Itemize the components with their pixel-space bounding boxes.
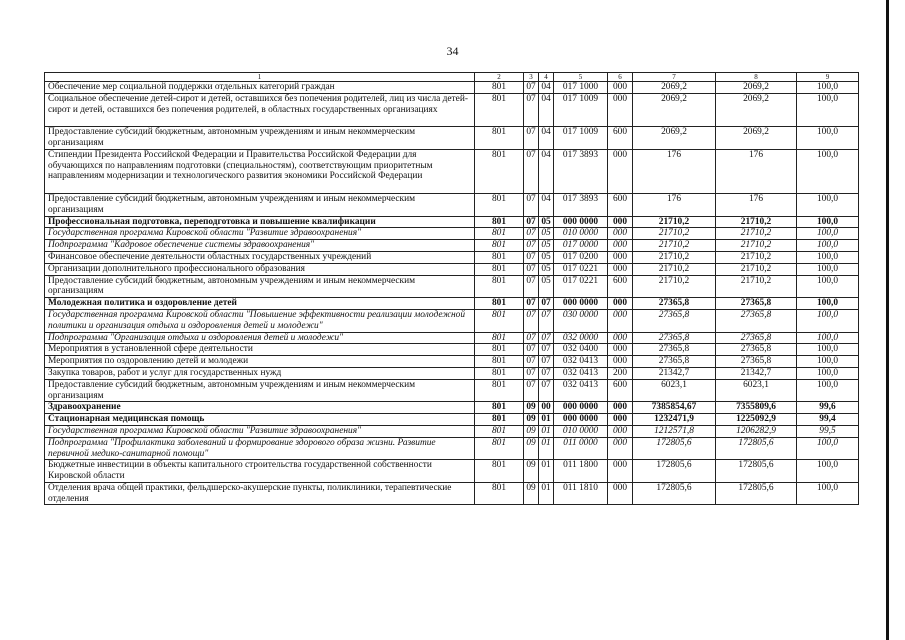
subsection-code: 07 [539, 298, 554, 310]
grbs-code: 801 [475, 228, 524, 240]
table-row [45, 298, 859, 310]
executed-amount: 21710,2 [716, 216, 797, 228]
expense-type-code: 000 [608, 216, 633, 228]
grbs-code: 801 [475, 240, 524, 252]
header-cell: 9 [797, 73, 859, 82]
table-row [45, 193, 859, 216]
section-code: 07 [524, 149, 539, 193]
executed-amount: 2069,2 [716, 93, 797, 126]
section-code: 07 [524, 93, 539, 126]
grbs-code: 801 [475, 344, 524, 356]
executed-amount: 176 [716, 149, 797, 193]
target-article-code: 000 0000 [554, 298, 608, 310]
execution-percent: 100,0 [797, 127, 859, 150]
expense-type-code: 000 [608, 332, 633, 344]
subsection-code: 05 [539, 228, 554, 240]
target-article-code: 000 0000 [554, 414, 608, 426]
planned-amount: 27365,8 [633, 356, 716, 368]
execution-percent: 100,0 [797, 216, 859, 228]
subsection-code: 01 [539, 460, 554, 483]
section-code: 07 [524, 82, 539, 94]
executed-amount: 176 [716, 193, 797, 216]
executed-amount: 2069,2 [716, 82, 797, 94]
planned-amount: 172805,6 [633, 437, 716, 460]
expense-type-code: 000 [608, 309, 633, 332]
row-name: Бюджетные инвестиции в объекты капитального строительства государственной собственности Кировской области [45, 460, 475, 483]
grbs-code: 801 [475, 263, 524, 275]
executed-amount: 172805,6 [716, 482, 797, 505]
planned-amount: 2069,2 [633, 127, 716, 150]
target-article-code: 017 3893 [554, 149, 608, 193]
expense-type-code: 000 [608, 298, 633, 310]
section-code: 09 [524, 425, 539, 437]
expense-type-code: 600 [608, 379, 633, 402]
execution-percent: 99,4 [797, 414, 859, 426]
grbs-code: 801 [475, 356, 524, 368]
subsection-code: 07 [539, 344, 554, 356]
execution-percent: 100,0 [797, 240, 859, 252]
table-row [45, 251, 859, 263]
row-name: Закупка товаров, работ и услуг для государственных нужд [45, 367, 475, 379]
row-name: Стационарная медицинская помощь [45, 414, 475, 426]
row-name: Мероприятия в установленной сфере деятельности [45, 344, 475, 356]
planned-amount: 21710,2 [633, 251, 716, 263]
section-code: 07 [524, 298, 539, 310]
row-name: Подпрограмма "Профилактика заболеваний и формирование здорового образа жизни. Развитие первичной медико-санитарной помощи" [45, 437, 475, 460]
table-row [45, 332, 859, 344]
execution-percent: 100,0 [797, 460, 859, 483]
expense-type-code: 000 [608, 414, 633, 426]
budget-table [44, 72, 859, 505]
grbs-code: 801 [475, 425, 524, 437]
table-row [45, 482, 859, 505]
target-article-code: 011 1810 [554, 482, 608, 505]
target-article-code: 010 0000 [554, 425, 608, 437]
target-article-code: 010 0000 [554, 228, 608, 240]
execution-percent: 100,0 [797, 437, 859, 460]
planned-amount: 21710,2 [633, 275, 716, 298]
executed-amount: 1206282,9 [716, 425, 797, 437]
expense-type-code: 000 [608, 425, 633, 437]
row-name: Государственная программа Кировской области "Развитие здравоохранения" [45, 425, 475, 437]
table-row [45, 414, 859, 426]
subsection-code: 07 [539, 309, 554, 332]
target-article-code: 011 0000 [554, 437, 608, 460]
subsection-code: 01 [539, 425, 554, 437]
planned-amount: 2069,2 [633, 93, 716, 126]
row-name: Подпрограмма "Кадровое обеспечение системы здравоохранения" [45, 240, 475, 252]
planned-amount: 1212571,8 [633, 425, 716, 437]
target-article-code: 017 0200 [554, 251, 608, 263]
target-article-code: 000 0000 [554, 216, 608, 228]
execution-percent: 100,0 [797, 367, 859, 379]
planned-amount: 27365,8 [633, 309, 716, 332]
section-code: 07 [524, 251, 539, 263]
expense-type-code: 600 [608, 127, 633, 150]
grbs-code: 801 [475, 379, 524, 402]
expense-type-code: 000 [608, 437, 633, 460]
table-row [45, 460, 859, 483]
planned-amount: 176 [633, 193, 716, 216]
grbs-code: 801 [475, 367, 524, 379]
planned-amount: 6023,1 [633, 379, 716, 402]
executed-amount: 7355809,6 [716, 402, 797, 414]
header-cell: 4 [539, 73, 554, 82]
executed-amount: 21710,2 [716, 275, 797, 298]
row-name: Предоставление субсидий бюджетным, автономным учреждениям и иным некоммерческим организациям [45, 193, 475, 216]
section-code: 07 [524, 275, 539, 298]
execution-percent: 100,0 [797, 82, 859, 94]
execution-percent: 100,0 [797, 379, 859, 402]
grbs-code: 801 [475, 193, 524, 216]
expense-type-code: 000 [608, 344, 633, 356]
grbs-code: 801 [475, 332, 524, 344]
section-code: 07 [524, 379, 539, 402]
expense-type-code: 000 [608, 93, 633, 126]
execution-percent: 100,0 [797, 93, 859, 126]
planned-amount: 21710,2 [633, 263, 716, 275]
expense-type-code: 000 [608, 263, 633, 275]
table-row [45, 379, 859, 402]
grbs-code: 801 [475, 275, 524, 298]
section-code: 07 [524, 216, 539, 228]
row-name: Предоставление субсидий бюджетным, автономным учреждениям и иным некоммерческим организациям [45, 275, 475, 298]
subsection-code: 07 [539, 332, 554, 344]
executed-amount: 21710,2 [716, 240, 797, 252]
table-row [45, 309, 859, 332]
table-row [45, 93, 859, 126]
section-code: 07 [524, 240, 539, 252]
target-article-code: 032 0413 [554, 367, 608, 379]
section-code: 09 [524, 402, 539, 414]
expense-type-code: 000 [608, 251, 633, 263]
header-cell: 8 [716, 73, 797, 82]
section-code: 09 [524, 414, 539, 426]
planned-amount: 21342,7 [633, 367, 716, 379]
subsection-code: 07 [539, 367, 554, 379]
target-article-code: 011 1800 [554, 460, 608, 483]
section-code: 07 [524, 344, 539, 356]
expense-type-code: 000 [608, 356, 633, 368]
page-edge-rule [886, 0, 889, 640]
header-cell: 5 [554, 73, 608, 82]
section-code: 07 [524, 193, 539, 216]
budget-table-body [45, 73, 859, 505]
subsection-code: 01 [539, 437, 554, 460]
row-name: Здравоохранение [45, 402, 475, 414]
target-article-code: 032 0413 [554, 356, 608, 368]
expense-type-code: 000 [608, 402, 633, 414]
row-name: Государственная программа Кировской области "Развитие здравоохранения" [45, 228, 475, 240]
header-cell: 1 [45, 73, 475, 82]
subsection-code: 05 [539, 251, 554, 263]
target-article-code: 017 1009 [554, 93, 608, 126]
section-code: 07 [524, 356, 539, 368]
expense-type-code: 000 [608, 82, 633, 94]
grbs-code: 801 [475, 309, 524, 332]
subsection-code: 04 [539, 82, 554, 94]
execution-percent: 100,0 [797, 332, 859, 344]
execution-percent: 100,0 [797, 482, 859, 505]
expense-type-code: 600 [608, 193, 633, 216]
table-row [45, 216, 859, 228]
planned-amount: 27365,8 [633, 298, 716, 310]
row-name: Профессиональная подготовка, переподготовка и повышение квалификации [45, 216, 475, 228]
table-row [45, 437, 859, 460]
row-name: Финансовое обеспечение деятельности областных государственных учреждений [45, 251, 475, 263]
grbs-code: 801 [475, 437, 524, 460]
table-row [45, 344, 859, 356]
section-code: 07 [524, 332, 539, 344]
executed-amount: 21710,2 [716, 263, 797, 275]
subsection-code: 07 [539, 356, 554, 368]
grbs-code: 801 [475, 251, 524, 263]
target-article-code: 017 1009 [554, 127, 608, 150]
section-code: 07 [524, 263, 539, 275]
executed-amount: 172805,6 [716, 460, 797, 483]
planned-amount: 27365,8 [633, 344, 716, 356]
target-article-code: 032 0400 [554, 344, 608, 356]
section-code: 07 [524, 309, 539, 332]
row-name: Предоставление субсидий бюджетным, автономным учреждениям и иным некоммерческим организациям [45, 127, 475, 150]
header-cell: 6 [608, 73, 633, 82]
expense-type-code: 200 [608, 367, 633, 379]
subsection-code: 05 [539, 275, 554, 298]
planned-amount: 176 [633, 149, 716, 193]
execution-percent: 100,0 [797, 263, 859, 275]
target-article-code: 032 0000 [554, 332, 608, 344]
executed-amount: 172805,6 [716, 437, 797, 460]
row-name: Организации дополнительного профессионального образования [45, 263, 475, 275]
section-code: 09 [524, 460, 539, 483]
expense-type-code: 000 [608, 149, 633, 193]
execution-percent: 100,0 [797, 228, 859, 240]
executed-amount: 27365,8 [716, 356, 797, 368]
subsection-code: 07 [539, 379, 554, 402]
grbs-code: 801 [475, 127, 524, 150]
grbs-code: 801 [475, 460, 524, 483]
target-article-code: 017 1000 [554, 82, 608, 94]
header-cell: 7 [633, 73, 716, 82]
table-row [45, 127, 859, 150]
planned-amount: 27365,8 [633, 332, 716, 344]
expense-type-code: 000 [608, 240, 633, 252]
grbs-code: 801 [475, 414, 524, 426]
page-number: 34 [446, 44, 459, 58]
row-name: Мероприятия по оздоровлению детей и молодежи [45, 356, 475, 368]
expense-type-code: 000 [608, 482, 633, 505]
expense-type-code: 000 [608, 460, 633, 483]
target-article-code: 032 0413 [554, 379, 608, 402]
grbs-code: 801 [475, 82, 524, 94]
subsection-code: 01 [539, 482, 554, 505]
section-code: 07 [524, 127, 539, 150]
execution-percent: 100,0 [797, 356, 859, 368]
planned-amount: 21710,2 [633, 216, 716, 228]
header-cell: 2 [475, 73, 524, 82]
table-row [45, 240, 859, 252]
row-name: Стипендии Президента Российской Федерации и Правительства Российской Федерации для обучающихся по направлениям подготовки (специальностям), соответствующим приоритетным направлениям модернизации и технологического развития экономики Российской Федерации [45, 149, 475, 193]
table-row [45, 263, 859, 275]
subsection-code: 04 [539, 193, 554, 216]
planned-amount: 21710,2 [633, 240, 716, 252]
table-row [45, 82, 859, 94]
header-cell: 3 [524, 73, 539, 82]
row-name: Обеспечение мер социальной поддержки отдельных категорий граждан [45, 82, 475, 94]
executed-amount: 1225092,9 [716, 414, 797, 426]
planned-amount: 7385854,67 [633, 402, 716, 414]
executed-amount: 21342,7 [716, 367, 797, 379]
subsection-code: 04 [539, 149, 554, 193]
row-name: Социальное обеспечение детей-сирот и детей, оставшихся без попечения родителей, лиц из числа детей-сирот и детей, оставшихся без попечения родителей, в областных государственных организациях [45, 93, 475, 126]
row-name: Подпрограмма "Организация отдыха и оздоровления детей и молодежи" [45, 332, 475, 344]
table-row [45, 356, 859, 368]
grbs-code: 801 [475, 402, 524, 414]
subsection-code: 04 [539, 93, 554, 126]
table-row [45, 425, 859, 437]
planned-amount: 172805,6 [633, 482, 716, 505]
planned-amount: 21710,2 [633, 228, 716, 240]
execution-percent: 100,0 [797, 193, 859, 216]
executed-amount: 21710,2 [716, 228, 797, 240]
table-row [45, 275, 859, 298]
execution-percent: 100,0 [797, 149, 859, 193]
section-code: 07 [524, 367, 539, 379]
target-article-code: 017 3893 [554, 193, 608, 216]
grbs-code: 801 [475, 482, 524, 505]
execution-percent: 99,5 [797, 425, 859, 437]
table-row [45, 228, 859, 240]
planned-amount: 172805,6 [633, 460, 716, 483]
execution-percent: 100,0 [797, 275, 859, 298]
subsection-code: 05 [539, 240, 554, 252]
execution-percent: 100,0 [797, 298, 859, 310]
row-name: Предоставление субсидий бюджетным, автономным учреждениям и иным некоммерческим организациям [45, 379, 475, 402]
grbs-code: 801 [475, 93, 524, 126]
subsection-code: 05 [539, 216, 554, 228]
row-name: Молодежная политика и оздоровление детей [45, 298, 475, 310]
expense-type-code: 600 [608, 275, 633, 298]
subsection-code: 04 [539, 127, 554, 150]
section-code: 09 [524, 482, 539, 505]
executed-amount: 6023,1 [716, 379, 797, 402]
subsection-code: 05 [539, 263, 554, 275]
target-article-code: 000 0000 [554, 402, 608, 414]
row-name: Государственная программа Кировской области "Повышение эффективности реализации молодежной политики и организация отдыха и оздоровления детей и молодежи" [45, 309, 475, 332]
header-row [45, 73, 859, 82]
table-row [45, 367, 859, 379]
grbs-code: 801 [475, 298, 524, 310]
executed-amount: 2069,2 [716, 127, 797, 150]
target-article-code: 030 0000 [554, 309, 608, 332]
table-row [45, 149, 859, 193]
executed-amount: 21710,2 [716, 251, 797, 263]
expense-type-code: 000 [608, 228, 633, 240]
grbs-code: 801 [475, 216, 524, 228]
subsection-code: 00 [539, 402, 554, 414]
target-article-code: 017 0000 [554, 240, 608, 252]
executed-amount: 27365,8 [716, 344, 797, 356]
executed-amount: 27365,8 [716, 332, 797, 344]
planned-amount: 1232471,9 [633, 414, 716, 426]
planned-amount: 2069,2 [633, 82, 716, 94]
executed-amount: 27365,8 [716, 309, 797, 332]
executed-amount: 27365,8 [716, 298, 797, 310]
execution-percent: 99,6 [797, 402, 859, 414]
row-name: Отделения врача общей практики, фельдшерско-акушерские пункты, поликлиники, терапевтические отделения [45, 482, 475, 505]
subsection-code: 01 [539, 414, 554, 426]
target-article-code: 017 0221 [554, 263, 608, 275]
table-row [45, 402, 859, 414]
section-code: 09 [524, 437, 539, 460]
execution-percent: 100,0 [797, 344, 859, 356]
grbs-code: 801 [475, 149, 524, 193]
execution-percent: 100,0 [797, 309, 859, 332]
target-article-code: 017 0221 [554, 275, 608, 298]
section-code: 07 [524, 228, 539, 240]
execution-percent: 100,0 [797, 251, 859, 263]
